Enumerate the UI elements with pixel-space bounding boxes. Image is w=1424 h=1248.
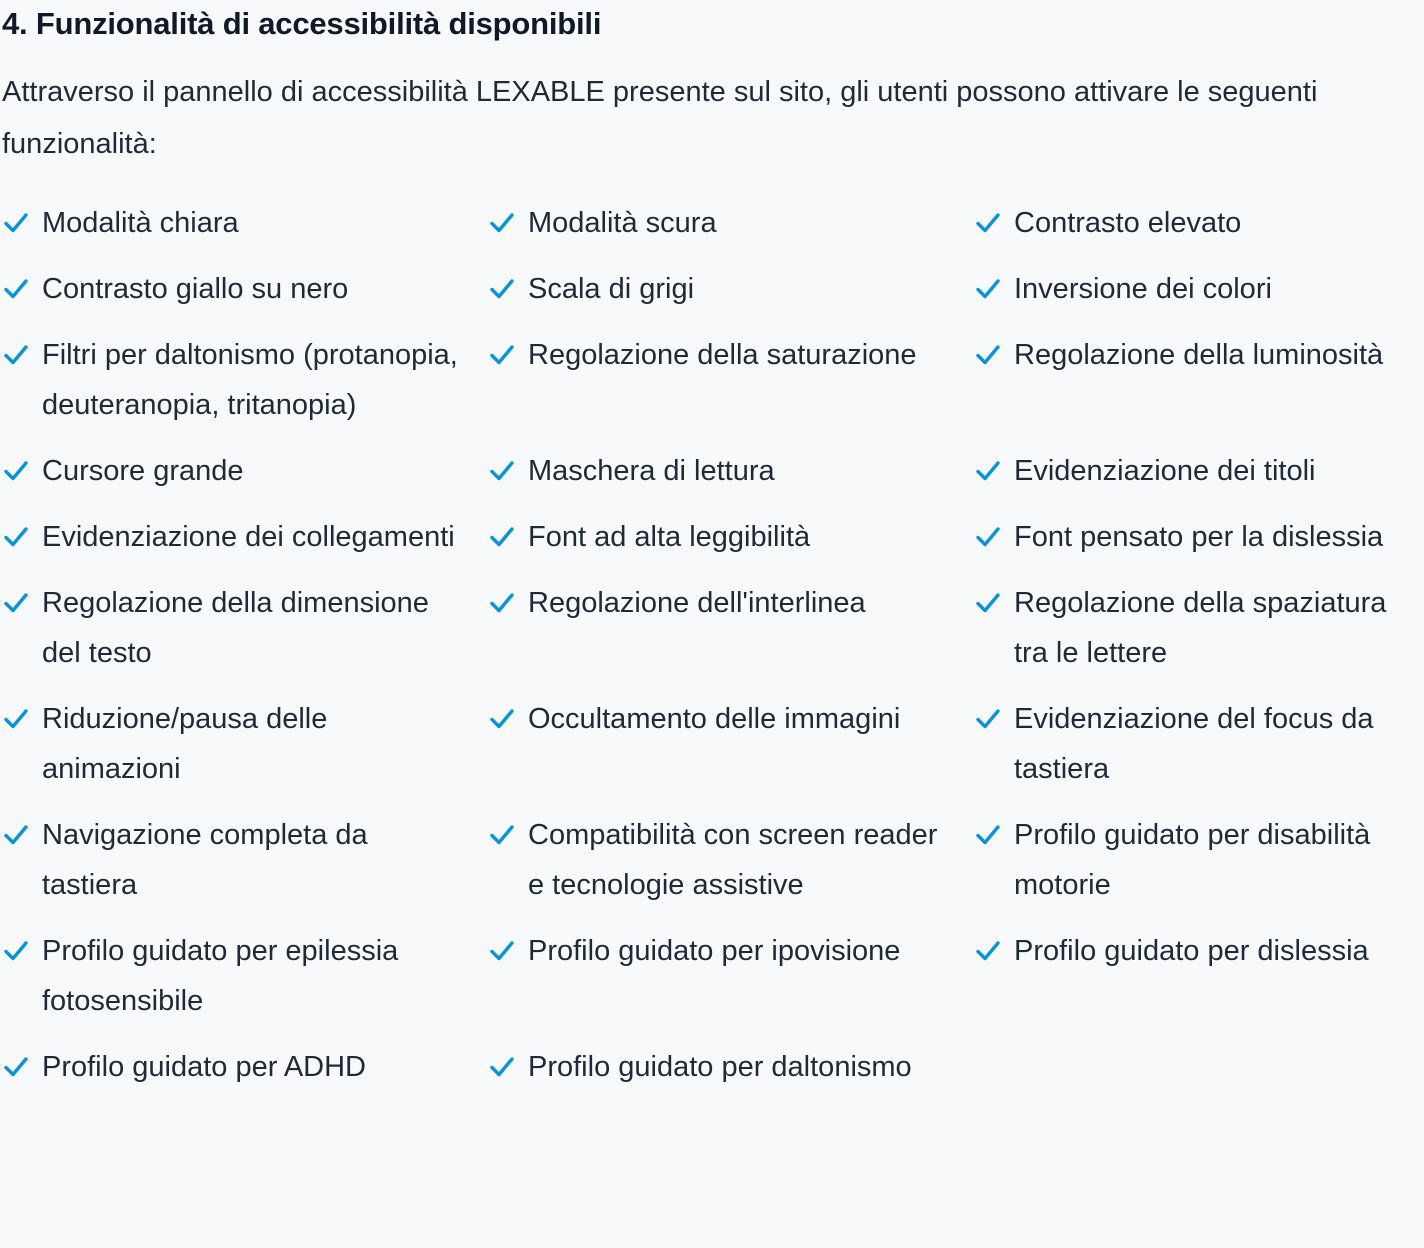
feature-label: Evidenziazione dei collegamenti: [42, 521, 455, 553]
checkmark-icon: [974, 926, 1014, 976]
checkmark-icon: [974, 330, 1014, 380]
checkmark-icon: [2, 1042, 42, 1092]
feature-label: Modalità chiara: [42, 207, 239, 239]
features-list: [2, 190, 1424, 1100]
feature-item: [2, 802, 488, 918]
feature-item: [488, 504, 974, 570]
feature-item: [974, 686, 1424, 802]
feature-item: [2, 190, 488, 256]
checkmark-icon: [488, 512, 528, 562]
checkmark-icon: [974, 512, 1014, 562]
feature-item: [488, 438, 974, 504]
feature-item: [488, 322, 974, 438]
feature-label: Contrasto elevato: [1014, 207, 1242, 239]
feature-item: [974, 918, 1424, 1034]
feature-item: [2, 1034, 488, 1100]
feature-label: Profilo guidato per ADHD: [42, 1051, 366, 1083]
feature-label: Profilo guidato per dislessia: [1014, 935, 1369, 967]
feature-label: Evidenziazione del focus da tastiera: [1014, 703, 1374, 785]
intro-paragraph: Attraverso il pannello di accessibilità LEXABLE presente sul sito, gli utenti possono attivare le seguenti funzionalità:: [2, 76, 1318, 160]
feature-item: [2, 570, 488, 686]
feature-label: Profilo guidato per epilessia fotosensibile: [42, 935, 399, 1017]
feature-item: [488, 1034, 974, 1100]
checkmark-icon: [488, 446, 528, 496]
feature-item: [488, 190, 974, 256]
checkmark-icon: [488, 926, 528, 976]
checkmark-icon: [488, 578, 528, 628]
feature-item: [974, 322, 1424, 438]
checkmark-icon: [2, 198, 42, 248]
feature-label: Cursore grande: [42, 455, 244, 487]
feature-label: Regolazione della luminosità: [1014, 339, 1384, 371]
feature-label: Compatibilità con screen reader e tecnologie assistive: [528, 819, 938, 901]
checkmark-icon: [488, 694, 528, 744]
feature-item: [2, 322, 488, 438]
feature-label: Regolazione della dimensione del testo: [42, 587, 429, 669]
checkmark-icon: [2, 810, 42, 860]
checkmark-icon: [974, 264, 1014, 314]
checkmark-icon: [974, 446, 1014, 496]
feature-label: Profilo guidato per disabilità motorie: [1014, 819, 1371, 901]
feature-label: Modalità scura: [528, 207, 717, 239]
checkmark-icon: [2, 330, 42, 380]
checkmark-icon: [2, 578, 42, 628]
checkmark-icon: [974, 810, 1014, 860]
feature-label: Maschera di lettura: [528, 455, 775, 487]
feature-item: [974, 190, 1424, 256]
checkmark-icon: [2, 694, 42, 744]
checkmark-icon: [2, 512, 42, 562]
feature-label: Profilo guidato per ipovisione: [528, 935, 901, 967]
checkmark-icon: [974, 578, 1014, 628]
feature-label: Riduzione/pausa delle animazioni: [42, 703, 328, 785]
checkmark-icon: [974, 694, 1014, 744]
checkmark-icon: [2, 926, 42, 976]
feature-item: [488, 570, 974, 686]
feature-item: [488, 802, 974, 918]
checkmark-icon: [488, 810, 528, 860]
feature-label: Font pensato per la dislessia: [1014, 521, 1384, 553]
feature-label: Font ad alta leggibilità: [528, 521, 811, 553]
feature-item: [974, 256, 1424, 322]
feature-item: [2, 686, 488, 802]
feature-label: Contrasto giallo su nero: [42, 273, 349, 305]
feature-item: [488, 256, 974, 322]
feature-label: Regolazione della saturazione: [528, 339, 917, 371]
checkmark-icon: [488, 330, 528, 380]
feature-label: Evidenziazione dei titoli: [1014, 455, 1316, 487]
checkmark-icon: [488, 264, 528, 314]
feature-item: [974, 802, 1424, 918]
feature-item: [2, 918, 488, 1034]
checkmark-icon: [488, 198, 528, 248]
checkmark-icon: [2, 446, 42, 496]
feature-label: Inversione dei colori: [1014, 273, 1272, 305]
feature-label: Navigazione completa da tastiera: [42, 819, 368, 901]
feature-item: [974, 570, 1424, 686]
checkmark-icon: [2, 264, 42, 314]
feature-item: [974, 504, 1424, 570]
feature-label: Profilo guidato per daltonismo: [528, 1051, 912, 1083]
checkmark-icon: [488, 1042, 528, 1092]
feature-item: [2, 256, 488, 322]
feature-label: Regolazione della spaziatura tra le lettere: [1014, 587, 1387, 669]
feature-label: Occultamento delle immagini: [528, 703, 901, 735]
feature-item: [2, 504, 488, 570]
feature-label: Filtri per daltonismo (protanopia, deuteranopia, tritanopia): [42, 339, 458, 421]
feature-item: [488, 918, 974, 1034]
feature-item: [974, 438, 1424, 504]
feature-item: [488, 686, 974, 802]
section-title: 4. Funzionalità di accessibilità disponibili: [2, 6, 602, 41]
checkmark-icon: [974, 198, 1014, 248]
feature-label: Scala di grigi: [528, 273, 695, 305]
feature-label: Regolazione dell'interlinea: [528, 587, 866, 619]
feature-item: [2, 438, 488, 504]
